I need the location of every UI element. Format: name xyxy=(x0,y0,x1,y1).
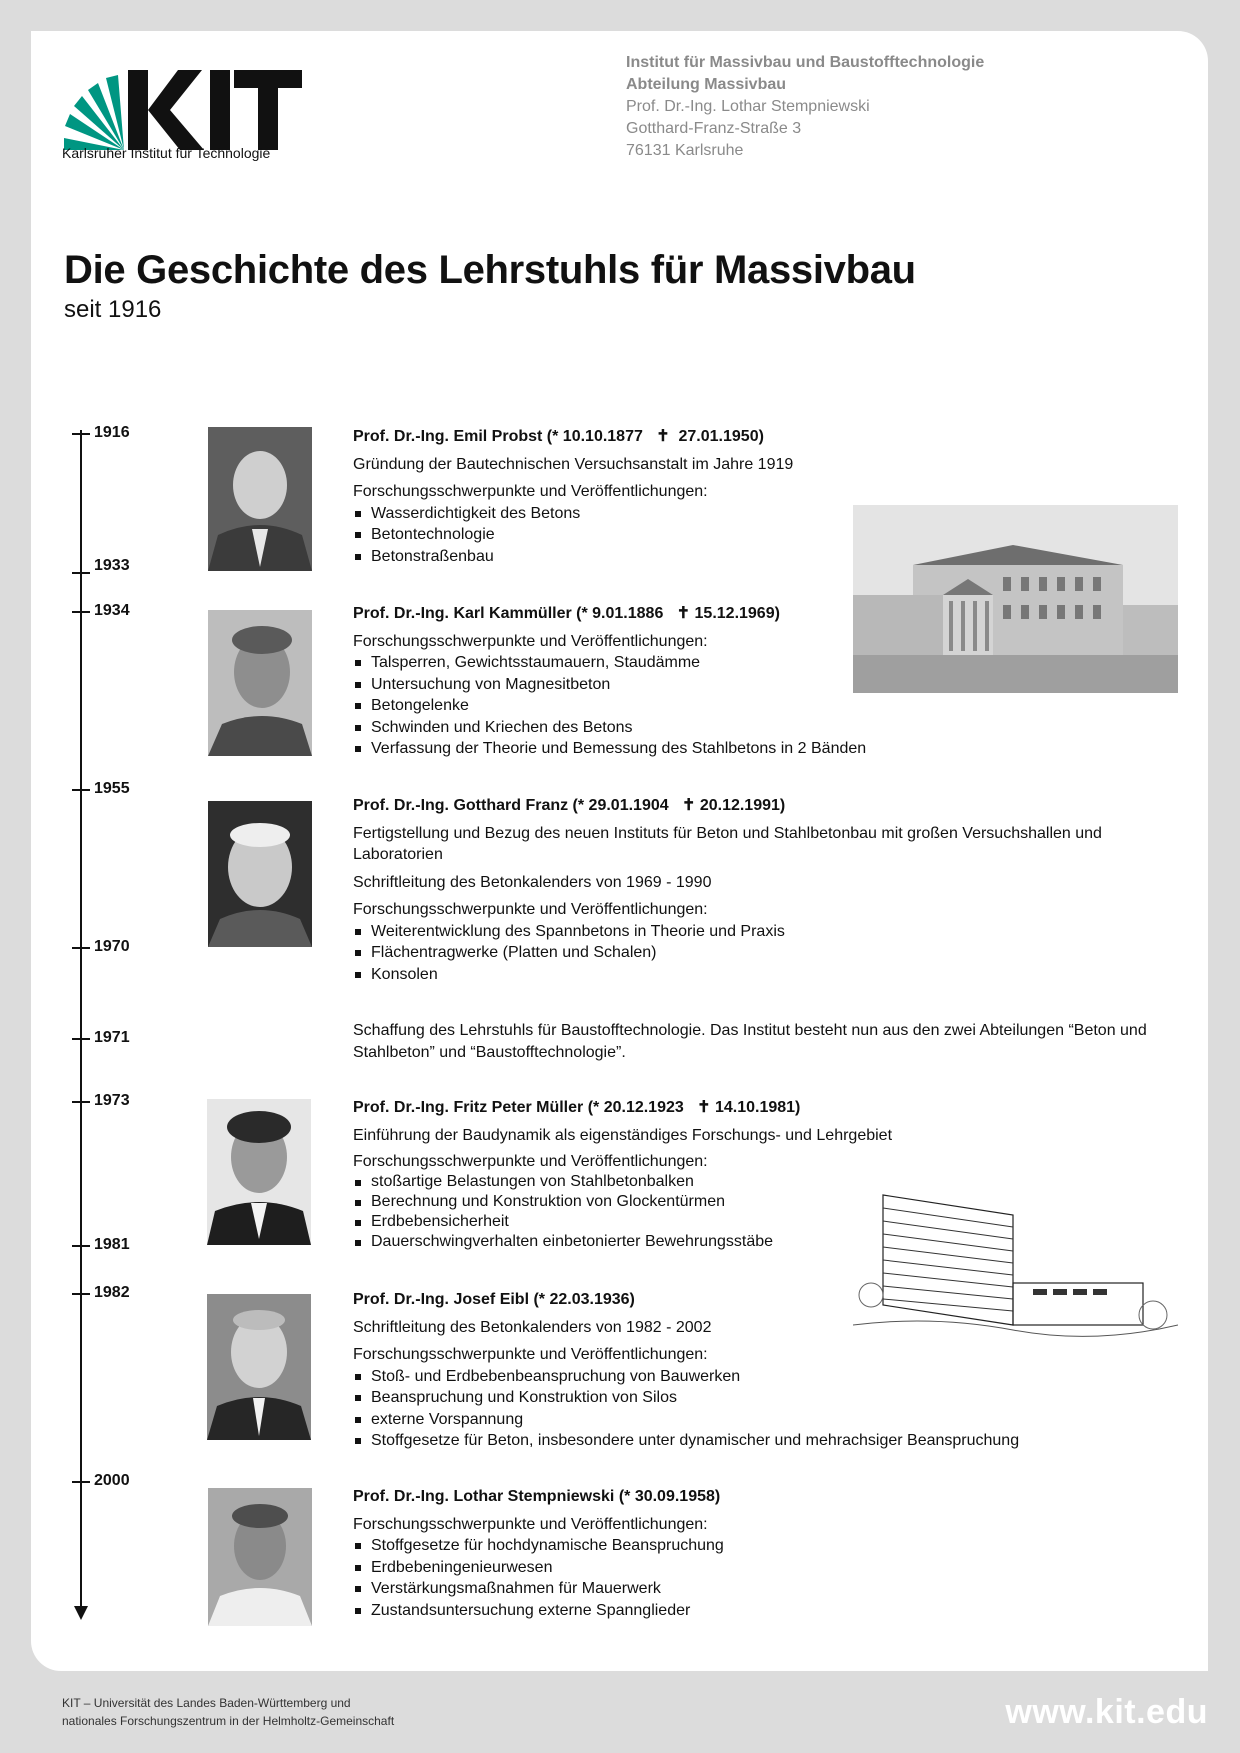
timeline-axis xyxy=(80,430,82,1610)
timeline-year: 2000 xyxy=(94,1472,130,1489)
research-list xyxy=(353,503,1153,568)
entry-paragraph: Gründung der Bautechnischen Versuchsanstalt im Jahre 1919 xyxy=(353,455,794,473)
list-item: Weiterentwicklung des Spannbetons in Theorie und Praxis xyxy=(353,921,1143,943)
timeline-year: 1933 xyxy=(94,557,130,574)
portrait-photo-kammueller xyxy=(208,610,312,756)
list-item: Betontechnologie xyxy=(353,524,1153,546)
entry-paragraph: Schaffung des Lehrstuhls für Baustofftechnologie. Das Institut besteht nun aus den zwei Abteilungen “Beton und Stahlbeton” und “Baustofftechnologie”. xyxy=(353,1022,1147,1061)
timeline-tick xyxy=(72,1481,90,1483)
timeline-year: 1955 xyxy=(94,780,130,797)
list-item: Stoffgesetze für hochdynamische Beanspruchung xyxy=(353,1535,1153,1557)
research-list xyxy=(353,1535,1153,1621)
professor-name: Prof. Dr.-Ing. Lothar Stempniewski xyxy=(626,98,870,115)
list-item: Dauerschwingverhalten einbetonierter Bewehrungsstäbe xyxy=(353,1232,1153,1252)
timeline-tick xyxy=(72,1101,90,1103)
footer-line: KIT – Universität des Landes Baden-Württemberg und xyxy=(62,1696,351,1710)
timeline-year: 1971 xyxy=(94,1029,130,1046)
footer-text xyxy=(62,1694,394,1730)
timeline-tick xyxy=(72,1293,90,1295)
list-item: Verfassung der Theorie und Bemessung des Stahlbetons in 2 Bänden xyxy=(353,738,1153,760)
entry-name: Prof. Dr.-Ing. Lothar Stempniewski (* 30.09.1958) xyxy=(353,1488,721,1505)
timeline-year: 1934 xyxy=(94,602,130,619)
entry-franz xyxy=(353,795,1143,985)
research-list xyxy=(353,1366,1153,1452)
list-item: Stoffgesetze für Beton, insbesondere unter dynamischer und mehrachsiger Beanspruchung xyxy=(353,1430,1153,1452)
list-item: Betongelenke xyxy=(353,695,1153,717)
page-title: Die Geschichte des Lehrstuhls für Massivbau xyxy=(64,248,916,292)
research-label: Forschungsschwerpunkte und Veröffentlichungen: xyxy=(353,1515,708,1533)
research-list xyxy=(353,652,1153,760)
entry-1971 xyxy=(353,1020,1153,1063)
research-label: Forschungsschwerpunkte und Veröffentlichungen: xyxy=(353,483,708,500)
list-item: stoßartige Belastungen von Stahlbetonbalken xyxy=(353,1172,1153,1192)
entry-probst xyxy=(353,426,1153,567)
entry-name: Prof. Dr.-Ing. Fritz Peter Müller (* 20.12.1923 ✝ 14.10.1981) xyxy=(353,1099,801,1116)
entry-name: Prof. Dr.-Ing. Emil Probst (* 10.10.1877 ✝ 27.01.1950) xyxy=(353,428,764,445)
list-item: externe Vorspannung xyxy=(353,1409,1153,1431)
timeline-tick xyxy=(72,1245,90,1247)
research-label: Forschungsschwerpunkte und Veröffentlichungen: xyxy=(353,1346,708,1363)
timeline-year: 1916 xyxy=(94,424,130,441)
entry-name: Prof. Dr.-Ing. Karl Kammüller (* 9.01.1886 ✝ 15.12.1969) xyxy=(353,605,780,622)
entry-mueller xyxy=(353,1097,1153,1252)
portrait-photo-eibl xyxy=(207,1294,311,1440)
entry-name: Prof. Dr.-Ing. Gotthard Franz (* 29.01.1904 ✝ 20.12.1991) xyxy=(353,797,786,814)
entry-paragraph: Schriftleitung des Betonkalenders von 1982 - 2002 xyxy=(353,1318,712,1336)
timeline-year: 1981 xyxy=(94,1236,130,1253)
list-item: Verstärkungsmaßnahmen für Mauerwerk xyxy=(353,1578,1153,1600)
timeline-year: 1973 xyxy=(94,1092,130,1109)
research-label: Forschungsschwerpunkte und Veröffentlichungen: xyxy=(353,1153,708,1170)
portrait-photo-franz xyxy=(208,801,312,947)
timeline-year: 1970 xyxy=(94,938,130,955)
timeline-tick xyxy=(72,433,90,435)
list-item: Konsolen xyxy=(353,964,1143,986)
entry-paragraph: Schriftleitung des Betonkalenders von 1969 - 1990 xyxy=(353,873,712,891)
entry-name: Prof. Dr.-Ing. Josef Eibl (* 22.03.1936) xyxy=(353,1291,635,1308)
timeline-year: 1982 xyxy=(94,1284,130,1301)
department-name: Abteilung Massivbau xyxy=(626,76,787,93)
institute-name: Institut für Massivbau und Baustofftechnologie xyxy=(626,54,985,71)
footer-line: nationales Forschungszentrum in der Helmholtz-Gemeinschaft xyxy=(62,1714,395,1728)
research-list xyxy=(353,921,1143,986)
list-item: Betonstraßenbau xyxy=(353,546,1153,568)
logo-subtitle: Karlsruher Institut für Technologie xyxy=(62,145,271,161)
list-item: Erdbebeningenieurwesen xyxy=(353,1557,1153,1579)
list-item: Stoß- und Erdbebenbeanspruchung von Bauwerken xyxy=(353,1366,1153,1388)
portrait-photo-mueller xyxy=(207,1099,311,1245)
page-subtitle: seit 1916 xyxy=(64,296,162,323)
entry-kammueller xyxy=(353,603,1153,760)
street: Gotthard-Franz-Straße 3 xyxy=(626,120,802,137)
list-item: Erdbebensicherheit xyxy=(353,1212,1153,1232)
list-item: Berechnung und Konstruktion von Glockentürmen xyxy=(353,1192,1153,1212)
entry-eibl xyxy=(353,1289,1153,1452)
research-label: Forschungsschwerpunkte und Veröffentlichungen: xyxy=(353,901,708,918)
timeline-arrow-icon xyxy=(74,1606,88,1620)
timeline-tick xyxy=(72,789,90,791)
timeline-tick xyxy=(72,947,90,949)
research-list xyxy=(353,1172,1153,1252)
entry-stempniewski xyxy=(353,1486,1153,1621)
list-item: Schwinden und Kriechen des Betons xyxy=(353,717,1153,739)
list-item: Talsperren, Gewichtsstaumauern, Staudämme xyxy=(353,652,1153,674)
portrait-photo-stempniewski xyxy=(208,1488,312,1626)
timeline-tick xyxy=(72,572,90,574)
research-label: Forschungsschwerpunkte und Veröffentlichungen: xyxy=(353,632,708,650)
timeline-tick xyxy=(72,611,90,613)
entry-paragraph: Fertigstellung und Bezug des neuen Instituts für Beton und Stahlbetonbau mit großen Versuchshallen und Laboratorien xyxy=(353,824,1102,863)
city: 76131 Karlsruhe xyxy=(626,142,744,159)
list-item: Beanspruchung und Konstruktion von Silos xyxy=(353,1387,1153,1409)
institute-address xyxy=(626,52,984,162)
entry-paragraph: Einführung der Baudynamik als eigenständiges Forschungs- und Lehrgebiet xyxy=(353,1126,893,1144)
portrait-photo-probst xyxy=(208,427,312,571)
list-item: Flächentragwerke (Platten und Schalen) xyxy=(353,942,1143,964)
list-item: Zustandsuntersuchung externe Spannglieder xyxy=(353,1600,1153,1622)
footer-url[interactable]: www.kit.edu xyxy=(1005,1693,1208,1731)
list-item: Untersuchung von Magnesitbeton xyxy=(353,674,1153,696)
timeline-tick xyxy=(72,1038,90,1040)
list-item: Wasserdichtigkeit des Betons xyxy=(353,503,1153,525)
